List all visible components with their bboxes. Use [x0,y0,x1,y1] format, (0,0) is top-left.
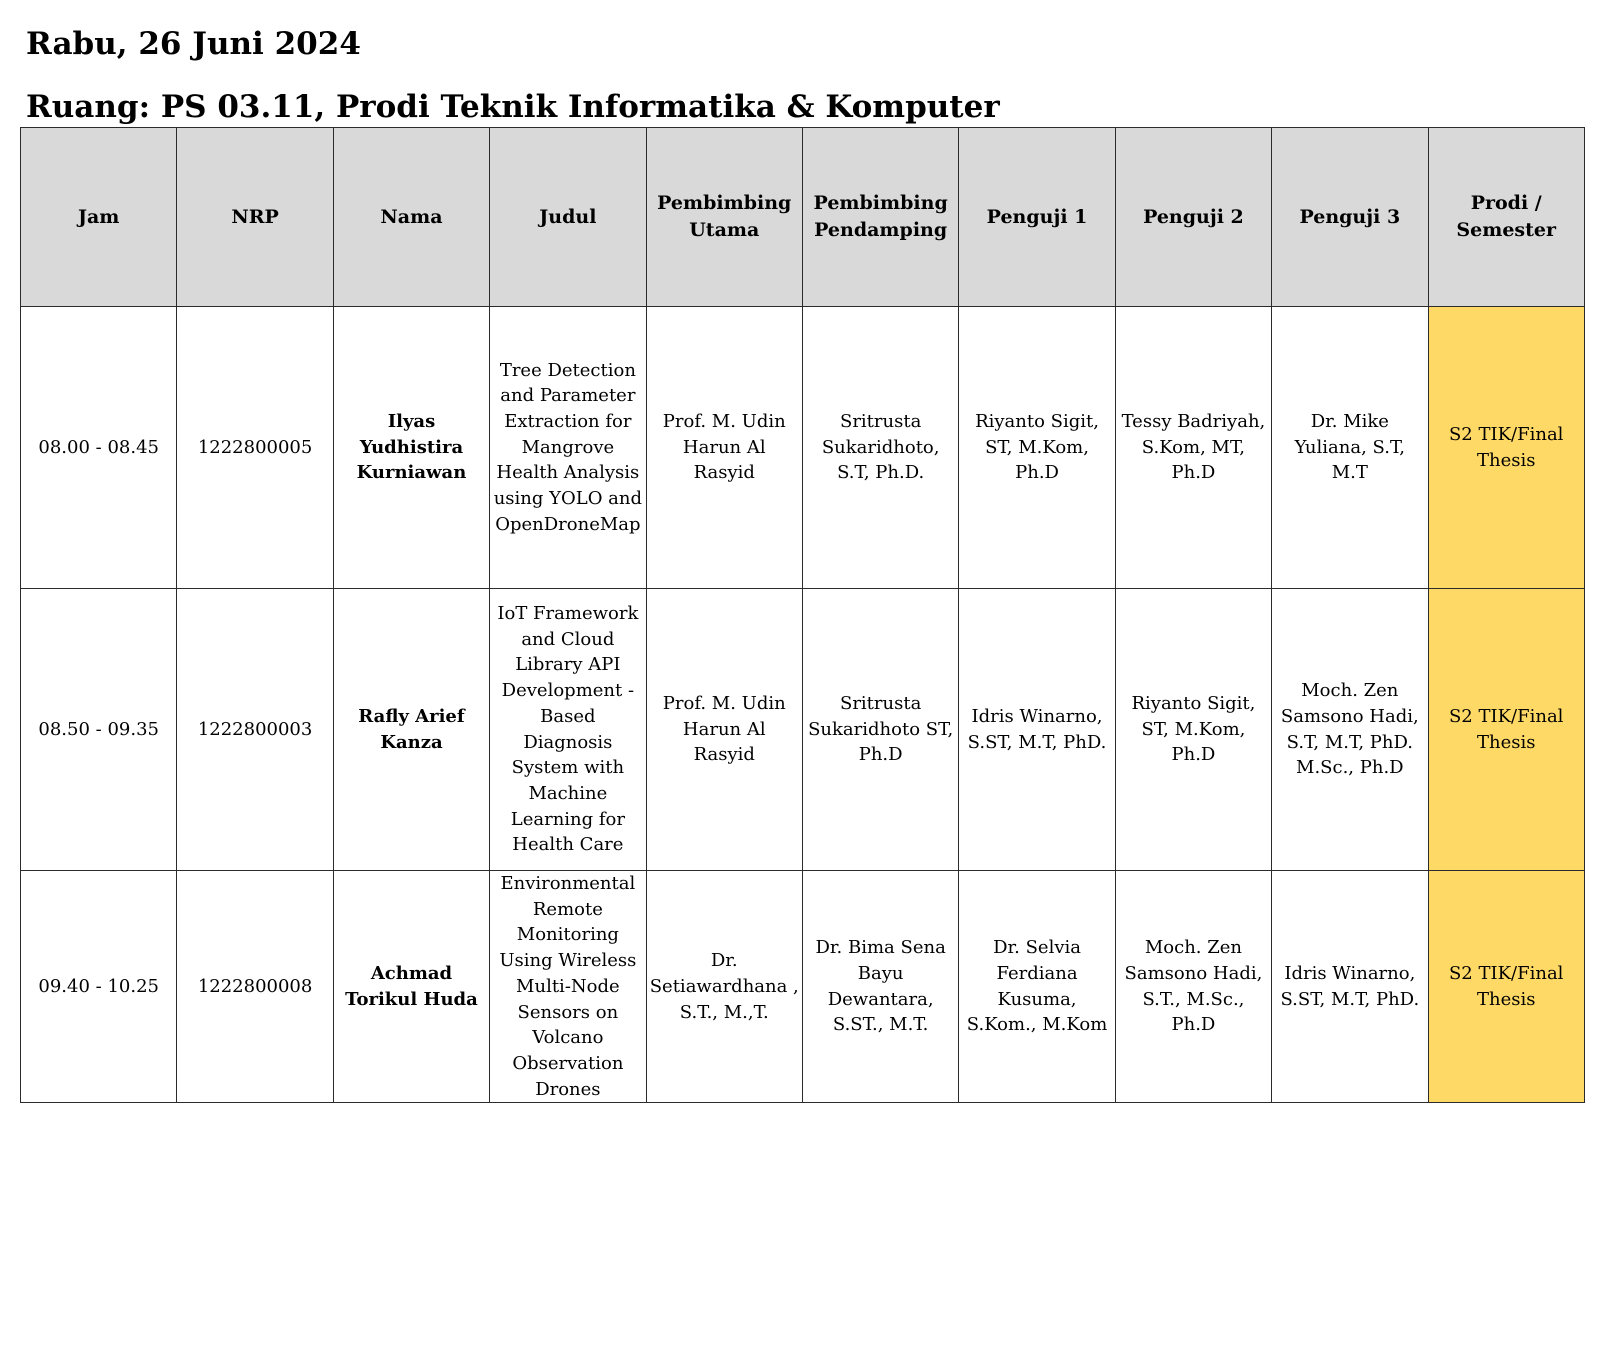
schedule-table [20,127,1585,1103]
pembimbing-utama-cell: Prof. M. Udin Harun Al Rasyid [646,307,802,589]
judul-cell: Tree Detection and Parameter Extraction for Mangrove Health Analysis using YOLO and OpenDroneMap [490,307,646,589]
penguji-1-cell: Riyanto Sigit, ST, M.Kom, Ph.D [959,307,1115,589]
pembimbing-pendamping-cell: Sritrusta Sukaridhoto, S.T, Ph.D. [802,307,958,589]
penguji-3-cell: Idris Winarno, S.ST, M.T, PhD. [1272,871,1428,1103]
nama-cell: Achmad Torikul Huda [333,871,489,1103]
date-heading: Rabu, 26 Juni 2024 [26,26,361,62]
penguji-3-cell: Dr. Mike Yuliana, S.T, M.T [1272,307,1428,589]
pembimbing-pendamping-cell: Dr. Bima Sena Bayu Dewantara, S.ST., M.T. [802,871,958,1103]
column-header-pembimbing-utama: Pembimbing Utama [646,128,802,307]
table-row [21,589,1585,871]
prodi-cell: S2 TIK/Final Thesis [1428,589,1584,871]
prodi-cell: S2 TIK/Final Thesis [1428,307,1584,589]
penguji-1-cell: Idris Winarno, S.ST, M.T, PhD. [959,589,1115,871]
penguji-2-cell: Riyanto Sigit, ST, M.Kom, Ph.D [1115,589,1271,871]
jam-cell: 08.00 - 08.45 [21,307,177,589]
column-header-penguji-1: Penguji 1 [959,128,1115,307]
column-header-nrp: NRP [177,128,333,307]
nama-cell: Ilyas Yudhistira Kurniawan [333,307,489,589]
jam-cell: 09.40 - 10.25 [21,871,177,1103]
penguji-3-cell: Moch. Zen Samsono Hadi, S.T, M.T, PhD. M.Sc., Ph.D [1272,589,1428,871]
column-header-jam: Jam [21,128,177,307]
penguji-1-cell: Dr. Selvia Ferdiana Kusuma, S.Kom., M.Kom [959,871,1115,1103]
column-header-penguji-3: Penguji 3 [1272,128,1428,307]
jam-cell: 08.50 - 09.35 [21,589,177,871]
column-header-judul: Judul [490,128,646,307]
table-row [21,871,1585,1103]
prodi-cell: S2 TIK/Final Thesis [1428,871,1584,1103]
judul-cell: IoT Framework and Cloud Library API Development - Based Diagnosis System with Machine Learning for Health Care [490,589,646,871]
judul-cell: Environmental Remote Monitoring Using Wireless Multi-Node Sensors on Volcano Observation Drones [490,871,646,1103]
room-heading: Ruang: PS 03.11, Prodi Teknik Informatika & Komputer [26,89,1000,125]
pembimbing-utama-cell: Prof. M. Udin Harun Al Rasyid [646,589,802,871]
nama-cell: Rafly Arief Kanza [333,589,489,871]
nrp-cell: 1222800005 [177,307,333,589]
column-header-pembimbing-pendamping: Pembimbing Pendamping [802,128,958,307]
pembimbing-pendamping-cell: Sritrusta Sukaridhoto ST, Ph.D [802,589,958,871]
nrp-cell: 1222800008 [177,871,333,1103]
table-header-row [21,128,1585,307]
nrp-cell: 1222800003 [177,589,333,871]
table-row [21,307,1585,589]
pembimbing-utama-cell: Dr. Setiawardhana , S.T., M.,T. [646,871,802,1103]
penguji-2-cell: Tessy Badriyah, S.Kom, MT, Ph.D [1115,307,1271,589]
column-header-penguji-2: Penguji 2 [1115,128,1271,307]
penguji-2-cell: Moch. Zen Samsono Hadi, S.T., M.Sc., Ph.D [1115,871,1271,1103]
column-header-nama: Nama [333,128,489,307]
column-header-prodi-semester: Prodi / Semester [1428,128,1584,307]
